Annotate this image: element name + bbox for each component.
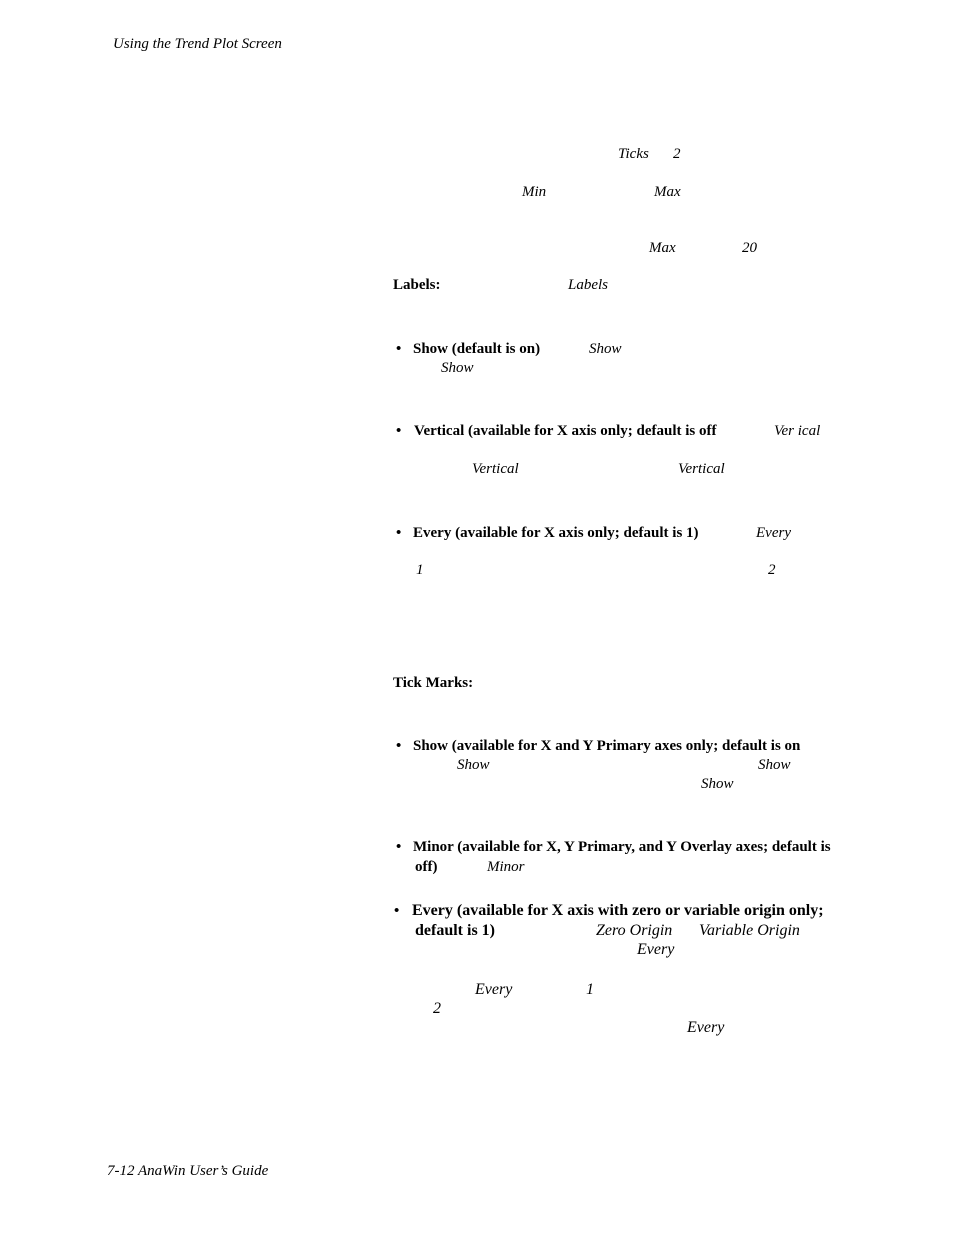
tick-show-italic-2: Show <box>758 757 791 773</box>
labels-vertical-title: Vertical (available for X axis only; default is off <box>414 423 717 439</box>
labels-every-value-2: 2 <box>768 562 776 578</box>
tick-every-zero-origin: Zero Origin <box>596 922 673 939</box>
tick-marks-heading: Tick Marks: <box>393 675 474 691</box>
labels-show-italic: Show <box>589 341 622 357</box>
labels-every-title: Every (available for X axis only; default is 1) <box>413 525 699 541</box>
page-footer: 7-12 AnaWin User’s Guide <box>107 1163 269 1179</box>
tick-every-value-2: 2 <box>433 1000 441 1017</box>
labels-word: Labels <box>568 277 609 293</box>
labels-vertical-italic-2: Vertical <box>472 461 519 477</box>
bullet-marker: • <box>396 525 402 541</box>
min-word: Min <box>522 184 547 200</box>
tick-minor-italic: Minor <box>487 859 525 875</box>
bullet-marker: • <box>396 423 402 439</box>
tick-every-title: Every (available for X axis with zero or variable origin only; <box>412 902 824 919</box>
labels-heading: Labels: <box>393 277 441 293</box>
tick-show-italic-3: Show <box>701 776 734 792</box>
labels-every-italic: Every <box>756 525 791 541</box>
tick-every-variable-origin: Variable Origin <box>699 922 800 939</box>
tick-every-title-line2: default is 1) <box>415 922 495 939</box>
tick-show-italic: Show <box>457 757 490 773</box>
max-word-2: Max <box>649 240 676 256</box>
labels-show-italic-2: Show <box>441 360 474 376</box>
tick-every-italic-2: Every <box>475 981 513 998</box>
ticks-word: Ticks <box>618 146 649 162</box>
labels-show-title: Show (default is on) <box>413 341 541 357</box>
bullet-marker: • <box>396 839 402 855</box>
bullet-marker: • <box>396 341 402 357</box>
tick-minor-title-line2: off) <box>415 859 438 875</box>
tick-every-value-1: 1 <box>586 981 594 998</box>
tick-show-title: Show (available for X and Y Primary axes only; default is on <box>413 738 801 754</box>
tick-every-italic-3: Every <box>687 1019 725 1036</box>
bullet-marker: • <box>396 738 402 754</box>
ticks-number: 2 <box>673 146 681 162</box>
tick-every-italic: Every <box>637 941 675 958</box>
labels-vertical-italic: Ver ical <box>774 423 821 439</box>
bullet-marker: • <box>394 903 400 919</box>
running-header: Using the Trend Plot Screen <box>113 36 282 52</box>
tick-minor-title: Minor (available for X, Y Primary, and Y Overlay axes; default is <box>413 839 831 855</box>
labels-every-value-1: 1 <box>416 562 424 578</box>
max-value: 20 <box>742 240 757 256</box>
max-word: Max <box>654 184 681 200</box>
labels-vertical-italic-3: Vertical <box>678 461 725 477</box>
